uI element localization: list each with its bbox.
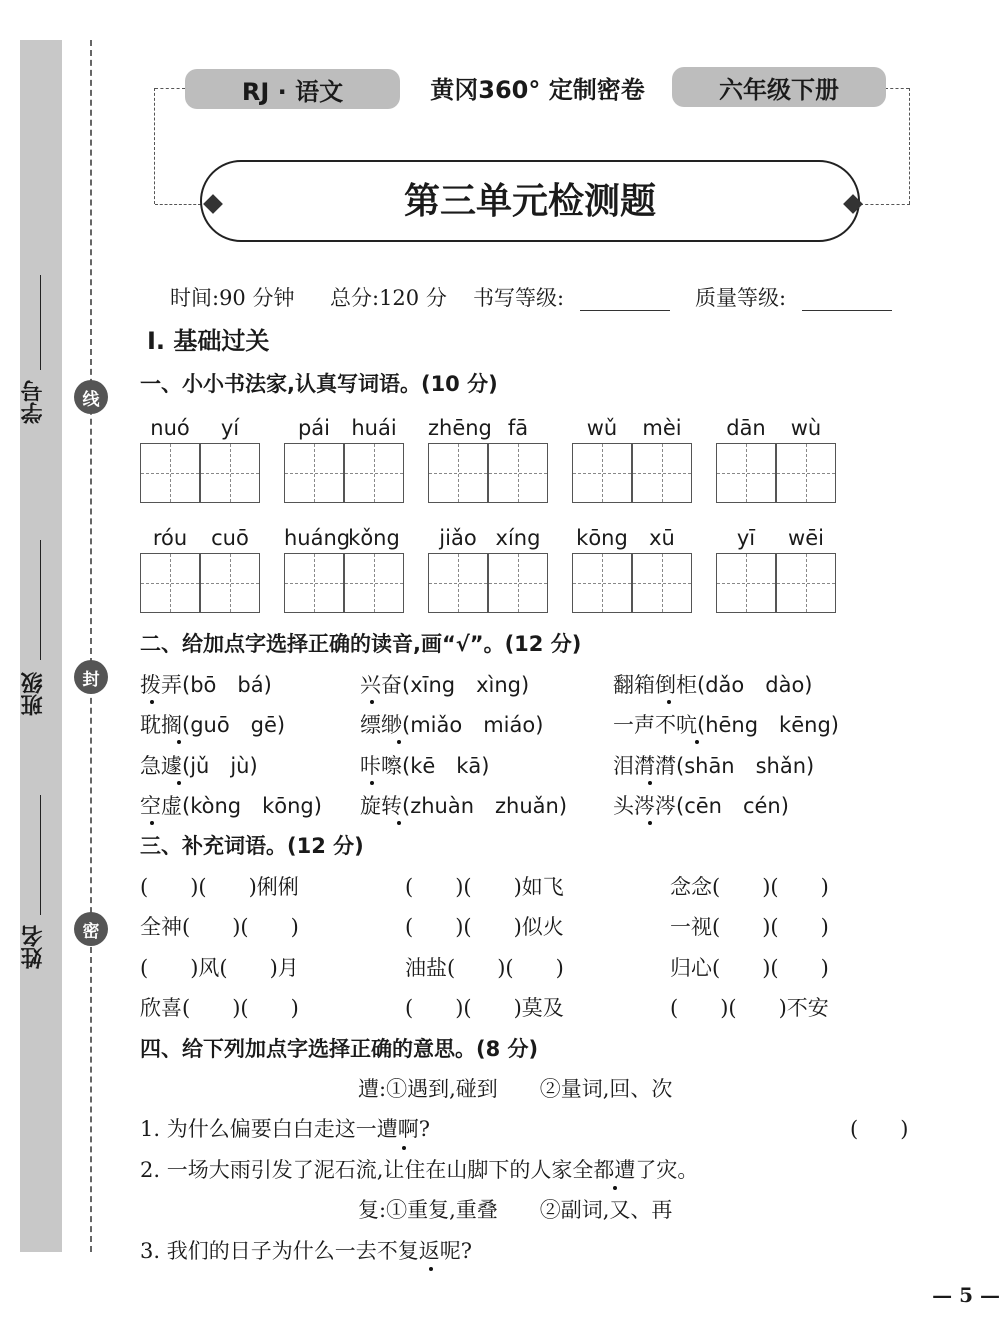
pinyin-label: yí (220, 416, 240, 440)
pinyin-label: róu (152, 526, 188, 550)
binding-strip (20, 40, 62, 1252)
q3-item: 一视( )( ) (670, 915, 829, 939)
q3-heading: 三、补充词语。(12 分) (140, 834, 364, 858)
q2-item: 泪潸潸(shān shǎn) (613, 754, 815, 778)
page-number: — 5 — (932, 1283, 1000, 1307)
series-title: 黄冈360° 定制密卷 (430, 76, 645, 104)
pinyin-label: huáng (284, 526, 351, 550)
seal-marker-secret: 密 (74, 912, 108, 946)
q2-item: 空虚(kòng kōng) (140, 794, 322, 818)
q4-answer-blank-1: ( ) (850, 1117, 909, 1141)
q2-item: 耽搁(guō gē) (140, 713, 286, 737)
emphasis-dot (397, 821, 401, 825)
q2-item: 咔嚓(kē kā) (360, 754, 490, 778)
writing-grid-cell[interactable] (284, 443, 344, 503)
q3-item: ( )( )如飞 (405, 875, 564, 899)
part-heading: Ⅰ. 基础过关 (147, 327, 270, 355)
header-dash-right (885, 88, 909, 89)
q4-sentence-1: 1. 为什么偏要白白走这一遭啊? (140, 1117, 430, 1141)
pinyin-label: huái (351, 416, 397, 440)
q3-item: ( )( )不安 (670, 996, 829, 1020)
pinyin-label: wēi (788, 526, 824, 550)
q3-item: 念念( )( ) (670, 875, 829, 899)
writing-grid-cell[interactable] (572, 443, 632, 503)
writing-grid-cell[interactable] (344, 553, 404, 613)
emphasis-dot (613, 1186, 617, 1190)
q4-definition-2: 复:①重复,重叠 ②副词,又、再 (358, 1198, 673, 1222)
pinyin-label: nuó (150, 416, 190, 440)
writing-grid-cell[interactable] (572, 553, 632, 613)
emphasis-dot (370, 700, 374, 704)
page-title: 第三单元检测题 (403, 180, 656, 222)
writing-grid-cell[interactable] (716, 553, 776, 613)
q3-item: 欣喜( )( ) (140, 996, 299, 1020)
q4-definition-1: 遭:①遇到,碰到 ②量词,回、次 (358, 1077, 673, 1101)
writing-grid-cell[interactable] (428, 443, 488, 503)
q3-item: ( )( )莫及 (405, 996, 564, 1020)
seal-marker-seal: 封 (74, 660, 108, 694)
pinyin-label: fā (507, 416, 529, 440)
writing-grid-cell[interactable] (140, 443, 200, 503)
emphasis-dot (150, 821, 154, 825)
writing-grid-cell[interactable] (200, 553, 260, 613)
writing-grid-cell[interactable] (428, 553, 488, 613)
pinyin-label: wù (790, 416, 822, 440)
writing-grid-cell[interactable] (716, 443, 776, 503)
pinyin-label: dān (726, 416, 766, 440)
pinyin-label: mèi (642, 416, 682, 440)
q3-item: ( )( )俐俐 (140, 875, 299, 899)
q2-item: 一声不吭(hēng kēng) (613, 713, 839, 737)
writing-grade-blank (580, 310, 670, 311)
pinyin-label: kǒng (348, 526, 400, 550)
pinyin-label: xū (649, 526, 675, 550)
name-blank (40, 795, 41, 915)
writing-grade-label: 书写等级: (473, 286, 565, 310)
name-label: 姓名 (21, 925, 46, 969)
q2-item: 旋转(zhuàn zhuǎn) (360, 794, 568, 818)
quality-grade-blank (802, 310, 892, 311)
emphasis-dot (402, 1146, 406, 1150)
q1-heading: 一、小小书法家,认真写词语。(10 分) (140, 372, 498, 396)
emphasis-dot (695, 740, 699, 744)
q4-sentence-3: 3. 我们的日子为什么一去不复返呢? (140, 1239, 472, 1263)
class-blank (40, 540, 41, 660)
q3-item: 油盐( )( ) (405, 956, 564, 980)
q2-item: 头涔涔(cēn cén) (613, 794, 789, 818)
header-dash-right-bottom (860, 204, 910, 205)
q2-item: 拨弄(bō bá) (140, 673, 272, 697)
writing-grid-cell[interactable] (344, 443, 404, 503)
writing-grid-cell[interactable] (488, 553, 548, 613)
q3-item: 归心( )( ) (670, 956, 829, 980)
q2-item: 急遽(jǔ jù) (140, 754, 258, 778)
q3-item: ( )( )似火 (405, 915, 564, 939)
emphasis-dot (370, 781, 374, 785)
q2-item: 翻箱倒柜(dǎo dào) (613, 673, 813, 697)
pinyin-label: kōng (576, 526, 628, 550)
emphasis-dot (648, 781, 652, 785)
grade-pill: 六年级下册 (672, 67, 886, 107)
class-label: 班级 (21, 672, 46, 716)
exam-total: 总分:120 分 (330, 286, 447, 310)
writing-grid-cell[interactable] (200, 443, 260, 503)
writing-grid-cell[interactable] (632, 443, 692, 503)
header-dash-left-bottom (155, 204, 201, 205)
header-dash-left (155, 88, 185, 89)
emphasis-dot (177, 740, 181, 744)
quality-grade-label: 质量等级: (695, 286, 787, 310)
q2-item: 兴奋(xīng xìng) (360, 673, 530, 697)
subject-pill: RJ · 语文 (185, 69, 400, 109)
emphasis-dot (667, 700, 671, 704)
pinyin-label: yī (736, 526, 756, 550)
writing-grid-cell[interactable] (776, 443, 836, 503)
q3-item: 全神( )( ) (140, 915, 299, 939)
writing-grid-cell[interactable] (284, 553, 344, 613)
q4-heading: 四、给下列加点字选择正确的意思。(8 分) (140, 1037, 539, 1061)
pinyin-label: wǔ (586, 416, 618, 440)
q3-item: ( )风( )月 (140, 956, 299, 980)
header-dash-left-vertical (154, 88, 155, 204)
emphasis-dot (150, 700, 154, 704)
pinyin-label: xíng (495, 526, 541, 550)
seal-marker-line: 线 (74, 380, 108, 414)
q2-item: 缥缈(miǎo miáo) (360, 713, 544, 737)
emphasis-dot (429, 1267, 433, 1271)
student-id-label: 学号 (21, 380, 46, 424)
emphasis-dot (648, 821, 652, 825)
emphasis-dot (397, 740, 401, 744)
q2-heading: 二、给加点字选择正确的读音,画“√”。(12 分) (140, 632, 582, 656)
student-id-blank (40, 275, 41, 370)
pinyin-label: jiǎo (439, 526, 477, 550)
pinyin-label: pái (297, 416, 331, 440)
emphasis-dot (177, 781, 181, 785)
writing-grid-cell[interactable] (632, 553, 692, 613)
pinyin-label: cuō (211, 526, 249, 550)
writing-grid-cell[interactable] (776, 553, 836, 613)
header-dash-right-vertical (909, 88, 910, 204)
writing-grid-cell[interactable] (488, 443, 548, 503)
cut-line (90, 40, 92, 1252)
exam-time: 时间:90 分钟 (170, 286, 295, 310)
q4-sentence-2: 2. 一场大雨引发了泥石流,让住在山脚下的人家全都遭了灾。 (140, 1158, 699, 1182)
pinyin-label: zhēng (428, 416, 492, 440)
writing-grid-cell[interactable] (140, 553, 200, 613)
